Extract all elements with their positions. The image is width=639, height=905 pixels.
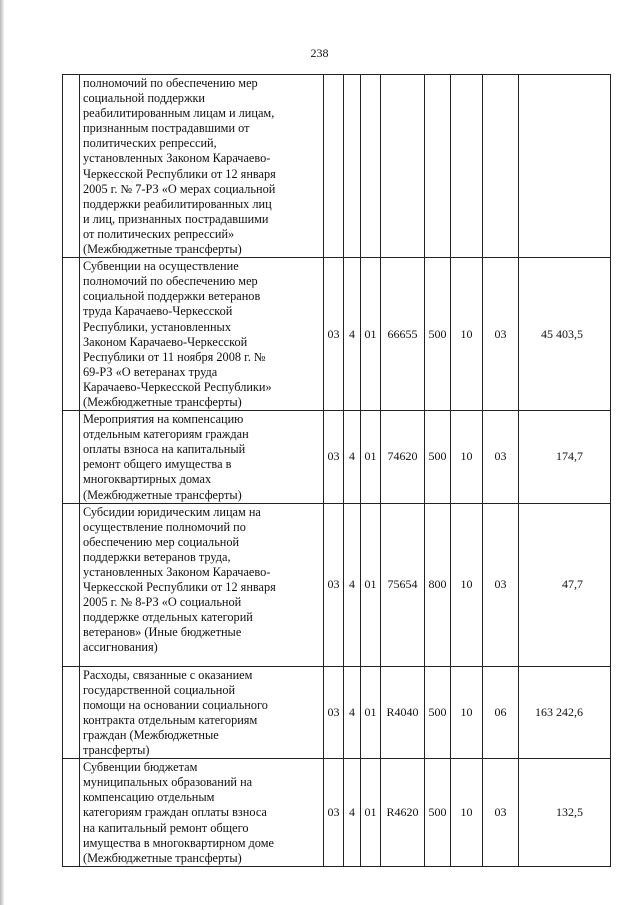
- description-line: оплаты взноса на капитальный: [83, 442, 246, 457]
- code-cell-2: 4: [344, 258, 361, 411]
- description-line: Республики, установленных: [83, 319, 231, 334]
- code-cell-5: 500: [425, 666, 451, 759]
- description-line: Субсидии юридическим лицам на: [83, 504, 261, 519]
- code-cell-7: [483, 75, 519, 258]
- code-cell-1: 03: [324, 503, 344, 666]
- description-line: поддержки реабилитированных лиц: [83, 196, 272, 211]
- index-cell: [63, 411, 80, 504]
- description-line: муниципальных образований на: [83, 775, 253, 790]
- description-cell: [80, 503, 324, 666]
- code-cell-5: 500: [425, 258, 451, 411]
- code-cell-4: R4040: [381, 666, 425, 759]
- description-cell: [80, 411, 324, 504]
- description-line: Субвенции бюджетам: [83, 760, 198, 775]
- description-line: поддержке отдельных категорий: [83, 610, 253, 625]
- code-cell-3: 01: [361, 258, 381, 411]
- table-row: [63, 411, 611, 504]
- description-line: Субвенции на осуществление: [83, 259, 239, 274]
- code-cell-6: 10: [451, 258, 483, 411]
- code-cell-1: 03: [324, 666, 344, 759]
- description-line: Черкесской Республики от 12 января: [83, 580, 276, 595]
- description-line: отдельным категориям граждан: [83, 427, 249, 442]
- description-line: (Межбюджетные трансферты): [83, 850, 242, 865]
- code-cell-2: [344, 75, 361, 258]
- index-cell: [63, 75, 80, 258]
- table-row: [63, 258, 611, 411]
- code-cell-2: 4: [344, 503, 361, 666]
- code-cell-5: 500: [425, 759, 451, 867]
- description-line: Законом Карачаево-Черкесской: [83, 334, 248, 349]
- amount-cell: 163 242,6: [519, 666, 611, 759]
- description-cell: [80, 666, 324, 759]
- budget-table-body: [63, 75, 611, 867]
- description-line: ассигнования): [83, 640, 158, 655]
- code-cell-7: 03: [483, 503, 519, 666]
- amount-cell: 132,5: [519, 759, 611, 867]
- description-line: и лиц, признанных пострадавшими: [83, 211, 269, 226]
- budget-table: [62, 74, 611, 867]
- code-cell-4: [381, 75, 425, 258]
- description-line: ветеранов» (Иные бюджетные: [83, 625, 242, 640]
- code-cell-6: 10: [451, 666, 483, 759]
- code-cell-5: 500: [425, 411, 451, 504]
- index-cell: [63, 258, 80, 411]
- code-cell-1: 03: [324, 759, 344, 867]
- code-cell-5: [425, 75, 451, 258]
- description-line: трансферты): [83, 743, 150, 758]
- description-line: полномочий по обеспечению мер: [83, 274, 258, 289]
- code-cell-4: 74620: [381, 411, 425, 504]
- page-number: 238: [310, 46, 329, 60]
- index-cell: [63, 503, 80, 666]
- code-cell-7: 03: [483, 411, 519, 504]
- description-line: установленных Законом Карачаево-: [83, 151, 271, 166]
- description-line: признанным пострадавшими от: [83, 121, 250, 136]
- code-cell-7: 06: [483, 666, 519, 759]
- code-cell-4: R4620: [381, 759, 425, 867]
- description-line: категориям граждан оплаты взноса: [83, 805, 267, 820]
- code-cell-1: 03: [324, 258, 344, 411]
- code-cell-7: 03: [483, 759, 519, 867]
- code-cell-1: [324, 75, 344, 258]
- description-line: реабилитированным лицам и лицам,: [83, 106, 275, 121]
- description-line: труда Карачаево-Черкесской: [83, 304, 233, 319]
- description-line: политических репрессий,: [83, 136, 217, 151]
- description-line: имущества в многоквартирном доме: [83, 835, 274, 850]
- amount-cell: 45 403,5: [519, 258, 611, 411]
- description-line: (Межбюджетные трансферты): [83, 394, 242, 409]
- code-cell-5: 800: [425, 503, 451, 666]
- table-row: [63, 503, 611, 666]
- code-cell-2: 4: [344, 759, 361, 867]
- index-cell: [63, 759, 80, 867]
- description-line: Карачаево-Черкесской Республики»: [83, 379, 272, 394]
- description-line: контракта отдельным категориям: [83, 712, 258, 727]
- amount-cell: 47,7: [519, 503, 611, 666]
- code-cell-7: 03: [483, 258, 519, 411]
- amount-cell: [519, 75, 611, 258]
- description-cell: [80, 258, 324, 411]
- description-line: (Межбюджетные трансферты): [83, 487, 242, 502]
- description-line: 69-РЗ «О ветеранах труда: [83, 364, 218, 379]
- description-line: на капитальный ремонт общего: [83, 820, 249, 835]
- description-line: от политических репрессий»: [83, 226, 235, 241]
- code-cell-3: [361, 75, 381, 258]
- code-cell-6: 10: [451, 503, 483, 666]
- table-row: [63, 75, 611, 258]
- code-cell-3: 01: [361, 666, 381, 759]
- description-line: компенсацию отдельным: [83, 790, 215, 805]
- description-cell: [80, 759, 324, 867]
- code-cell-3: 01: [361, 411, 381, 504]
- description-line: (Межбюджетные трансферты): [83, 242, 242, 257]
- description-line: поддержки ветеранов труда,: [83, 549, 231, 564]
- description-cell: [80, 75, 324, 258]
- description-line: Республики от 11 ноября 2008 г. №: [83, 349, 266, 364]
- code-cell-1: 03: [324, 411, 344, 504]
- code-cell-2: 4: [344, 666, 361, 759]
- description-line: 2005 г. № 7-РЗ «О мерах социальной: [83, 181, 276, 196]
- description-line: социальной поддержки ветеранов: [83, 289, 261, 304]
- scan-left-edge: [0, 0, 4, 905]
- table-row: [63, 666, 611, 759]
- table-row: [63, 759, 611, 867]
- code-cell-2: 4: [344, 411, 361, 504]
- code-cell-4: 75654: [381, 503, 425, 666]
- description-line: ремонт общего имущества в: [83, 457, 232, 472]
- description-line: граждан (Межбюджетные: [83, 728, 219, 742]
- description-line: Черкесской Республики от 12 января: [83, 166, 276, 181]
- code-cell-4: 66655: [381, 258, 425, 411]
- description-line: полномочий по обеспечению мер: [83, 76, 258, 90]
- index-cell: [63, 666, 80, 759]
- code-cell-3: 01: [361, 503, 381, 666]
- description-line: установленных Законом Карачаево-: [83, 565, 271, 579]
- amount-cell: 174,7: [519, 411, 611, 504]
- description-line: 2005 г. № 8-РЗ «О социальной: [83, 595, 242, 610]
- description-line: многоквартирных домах: [83, 472, 212, 487]
- code-cell-3: 01: [361, 759, 381, 867]
- description-line: социальной поддержки: [83, 91, 206, 106]
- code-cell-6: 10: [451, 759, 483, 867]
- description-line: обеспечению мер социальной: [83, 534, 240, 549]
- description-line: Мероприятия на компенсацию: [83, 412, 244, 427]
- description-line: помощи на основании социального: [83, 697, 268, 712]
- code-cell-6: 10: [451, 411, 483, 504]
- description-line: осуществление полномочий по: [83, 519, 246, 534]
- code-cell-6: [451, 75, 483, 258]
- description-line: Расходы, связанные с оказанием: [83, 667, 253, 682]
- description-line: государственной социальной: [83, 682, 236, 697]
